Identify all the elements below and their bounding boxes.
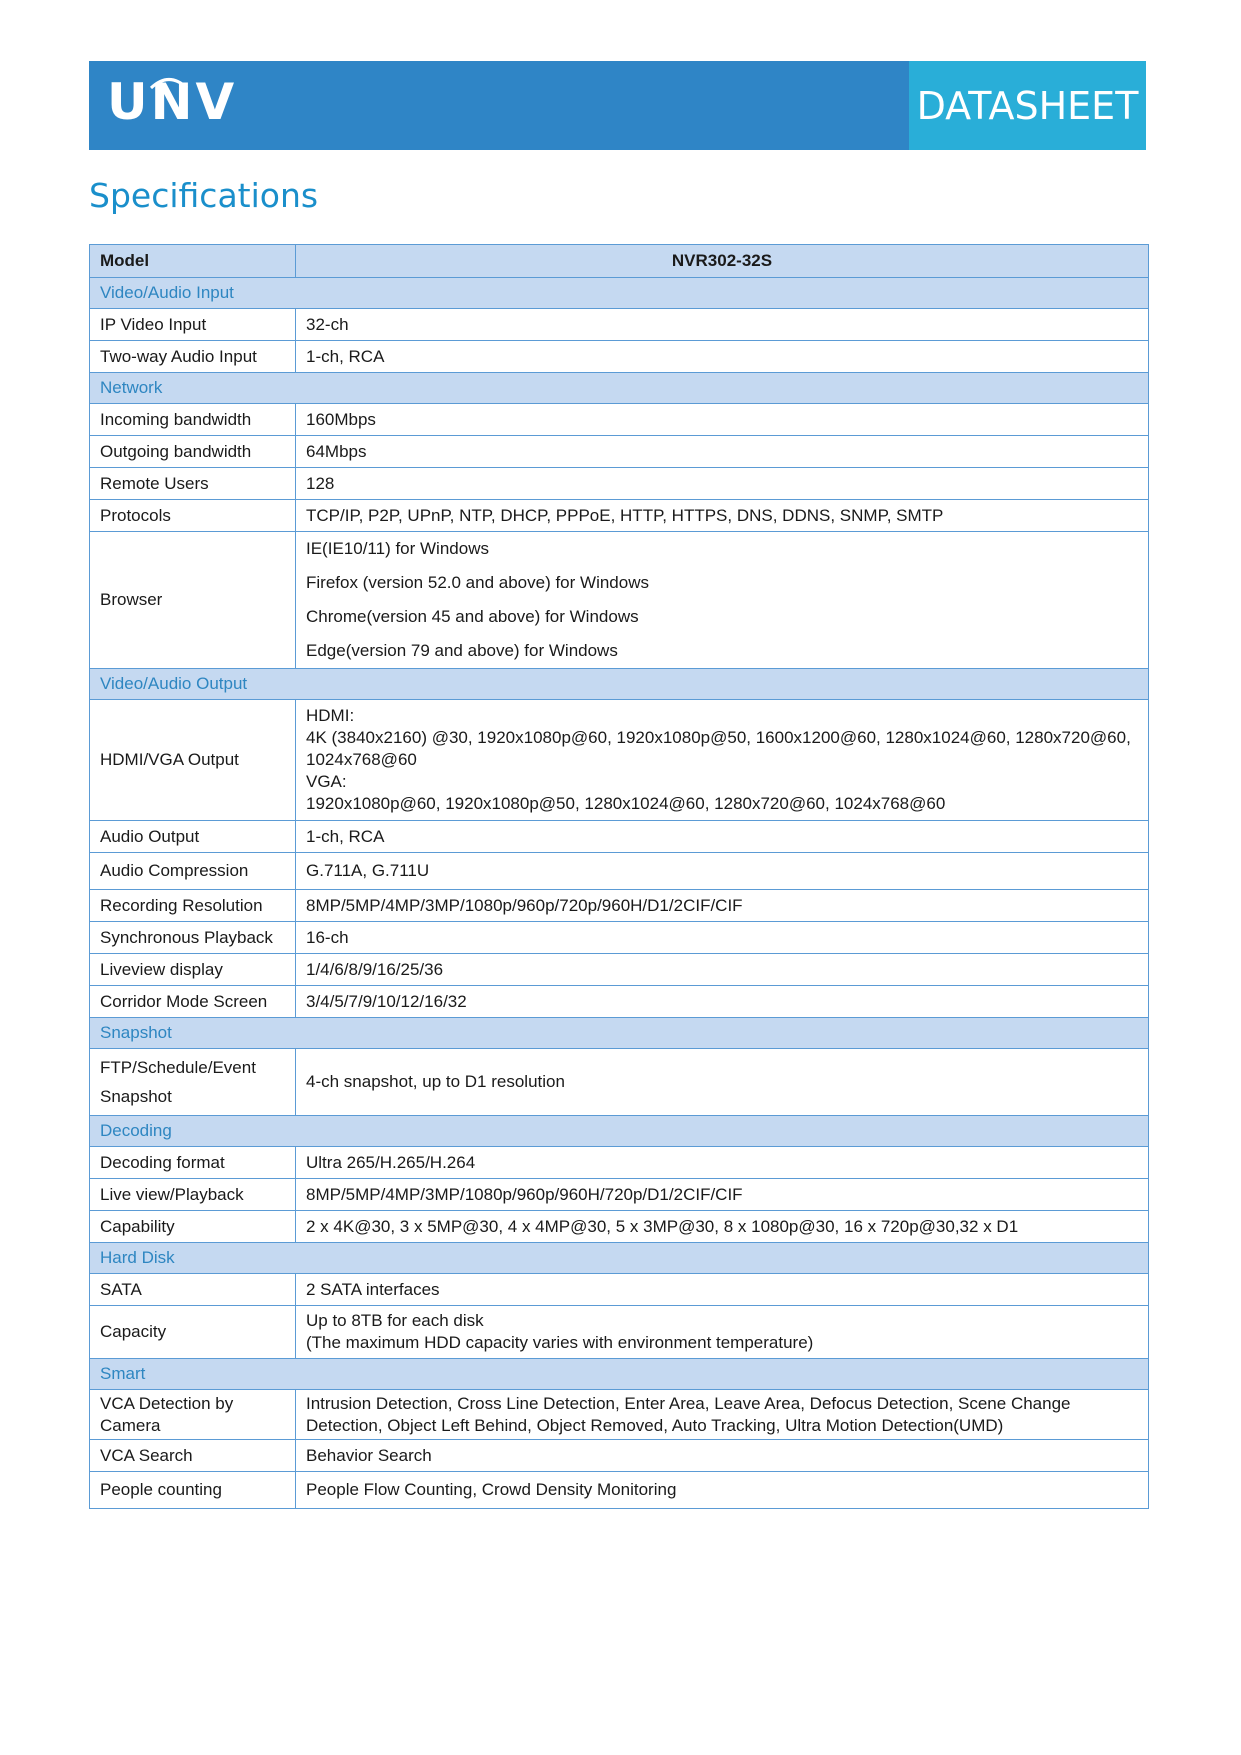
value-line: 2 SATA interfaces bbox=[306, 1279, 440, 1299]
value-line: Firefox (version 52.0 and above) for Windows bbox=[306, 573, 649, 592]
brand-area bbox=[89, 61, 909, 150]
row-label: Decoding format bbox=[90, 1147, 296, 1179]
table-row bbox=[90, 1147, 1149, 1179]
row-label: Remote Users bbox=[90, 468, 296, 500]
row-label: SATA bbox=[90, 1274, 296, 1306]
row-value bbox=[296, 1472, 1149, 1509]
table-row bbox=[90, 1179, 1149, 1211]
row-label: IP Video Input bbox=[90, 309, 296, 341]
model-label: Model bbox=[90, 245, 296, 278]
datasheet-tag: DATASHEET bbox=[909, 61, 1146, 150]
section-row bbox=[90, 1018, 1149, 1049]
value-line: TCP/IP, P2P, UPnP, NTP, DHCP, PPPoE, HTTP, HTTPS, DNS, DDNS, SNMP, SMTP bbox=[306, 505, 944, 525]
row-value bbox=[296, 404, 1149, 436]
row-label: Two-way Audio Input bbox=[90, 341, 296, 373]
value-line: 160Mbps bbox=[306, 409, 376, 429]
table-row bbox=[90, 986, 1149, 1018]
table-row bbox=[90, 1211, 1149, 1243]
row-label: Liveview display bbox=[90, 954, 296, 986]
row-label: Recording Resolution bbox=[90, 890, 296, 922]
value-line: 128 bbox=[306, 473, 335, 493]
row-label: Browser bbox=[90, 532, 296, 669]
value-line: 8MP/5MP/4MP/3MP/1080p/960p/720p/960H/D1/2CIF/CIF bbox=[306, 895, 743, 915]
row-label: Synchronous Playback bbox=[90, 922, 296, 954]
row-value bbox=[296, 1211, 1149, 1243]
value-line: 4-ch snapshot, up to D1 resolution bbox=[306, 1072, 565, 1091]
header-banner bbox=[89, 61, 1146, 150]
section-row bbox=[90, 1243, 1149, 1274]
value-line: IE(IE10/11) for Windows bbox=[306, 539, 489, 558]
page-title: Specifications bbox=[89, 176, 319, 215]
row-value bbox=[296, 954, 1149, 986]
row-value bbox=[296, 436, 1149, 468]
model-value: NVR302-32S bbox=[296, 245, 1149, 278]
section-row bbox=[90, 1116, 1149, 1147]
table-row bbox=[90, 1306, 1149, 1359]
row-value bbox=[296, 309, 1149, 341]
table-row bbox=[90, 821, 1149, 853]
row-value bbox=[296, 341, 1149, 373]
value-line: G.711A, G.711U bbox=[306, 861, 430, 880]
row-value bbox=[296, 922, 1149, 954]
row-label: Incoming bandwidth bbox=[90, 404, 296, 436]
row-label: Corridor Mode Screen bbox=[90, 986, 296, 1018]
table-row bbox=[90, 890, 1149, 922]
row-value bbox=[296, 1179, 1149, 1211]
table-header-row bbox=[90, 245, 1149, 278]
row-label: HDMI/VGA Output bbox=[90, 700, 296, 821]
table-row bbox=[90, 1049, 1149, 1116]
row-label: Live view/Playback bbox=[90, 1179, 296, 1211]
table-row bbox=[90, 341, 1149, 373]
row-value bbox=[296, 986, 1149, 1018]
value-line: 3/4/5/7/9/10/12/16/32 bbox=[306, 991, 467, 1011]
row-label: VCA Search bbox=[90, 1440, 296, 1472]
row-value bbox=[296, 1306, 1149, 1359]
table-row bbox=[90, 1390, 1149, 1440]
value-line: Intrusion Detection, Cross Line Detection, Enter Area, Leave Area, Defocus Detection, Scene Change Detection, Object Left Behind, Object Removed, Auto Tracking, Ultra Motion Detection(UMD) bbox=[306, 1393, 1071, 1435]
section-title: Hard Disk bbox=[90, 1243, 1149, 1274]
section-row bbox=[90, 669, 1149, 700]
value-line: HDMI: bbox=[306, 706, 355, 725]
row-value bbox=[296, 1390, 1149, 1440]
value-line: 1-ch, RCA bbox=[306, 826, 385, 846]
value-line: VGA: bbox=[306, 772, 347, 791]
row-value bbox=[296, 1049, 1149, 1116]
table-row bbox=[90, 1440, 1149, 1472]
row-label: VCA Detection by Camera bbox=[90, 1390, 296, 1440]
value-line: Behavior Search bbox=[306, 1445, 432, 1465]
row-value bbox=[296, 500, 1149, 532]
table-row bbox=[90, 853, 1149, 890]
row-label: Capability bbox=[90, 1211, 296, 1243]
table-row bbox=[90, 1472, 1149, 1509]
value-line: Chrome(version 45 and above) for Windows bbox=[306, 607, 639, 626]
value-line: 1920x1080p@60, 1920x1080p@50, 1280x1024@60, 1280x720@60, 1024x768@60 bbox=[306, 794, 946, 813]
value-line: 1/4/6/8/9/16/25/36 bbox=[306, 959, 444, 979]
section-row bbox=[90, 373, 1149, 404]
table-row bbox=[90, 1274, 1149, 1306]
section-title: Snapshot bbox=[90, 1018, 1149, 1049]
table-row bbox=[90, 436, 1149, 468]
row-label: Outgoing bandwidth bbox=[90, 436, 296, 468]
row-value bbox=[296, 468, 1149, 500]
value-line: People Flow Counting, Crowd Density Monitoring bbox=[306, 1480, 677, 1499]
row-value bbox=[296, 700, 1149, 821]
row-label: People counting bbox=[90, 1472, 296, 1509]
row-value bbox=[296, 853, 1149, 890]
table-row bbox=[90, 700, 1149, 821]
table-row bbox=[90, 500, 1149, 532]
value-line: 8MP/5MP/4MP/3MP/1080p/960p/960H/720p/D1/2CIF/CIF bbox=[306, 1184, 743, 1204]
section-title: Video/Audio Output bbox=[90, 669, 1149, 700]
section-title: Smart bbox=[90, 1359, 1149, 1390]
table-row bbox=[90, 954, 1149, 986]
table-row bbox=[90, 532, 1149, 669]
table-row bbox=[90, 468, 1149, 500]
row-value bbox=[296, 821, 1149, 853]
row-value bbox=[296, 532, 1149, 669]
row-label: Audio Output bbox=[90, 821, 296, 853]
row-label: Capacity bbox=[90, 1306, 296, 1359]
value-line: 4K (3840x2160) @30, 1920x1080p@60, 1920x1080p@50, 1600x1200@60, 1280x1024@60, 1280x720@60, 1024x768@60 bbox=[306, 728, 1131, 769]
row-label: Protocols bbox=[90, 500, 296, 532]
value-line: Edge(version 79 and above) for Windows bbox=[306, 641, 618, 660]
section-row bbox=[90, 278, 1149, 309]
section-title: Video/Audio Input bbox=[90, 278, 1149, 309]
value-line: Ultra 265/H.265/H.264 bbox=[306, 1152, 476, 1172]
section-title: Network bbox=[90, 373, 1149, 404]
value-line: 32-ch bbox=[306, 314, 349, 334]
brand-logo: UNV bbox=[107, 73, 238, 131]
value-line: (The maximum HDD capacity varies with environment temperature) bbox=[306, 1333, 814, 1352]
table-row bbox=[90, 922, 1149, 954]
table-row bbox=[90, 404, 1149, 436]
row-label: Audio Compression bbox=[90, 853, 296, 890]
row-value bbox=[296, 1440, 1149, 1472]
value-line: 2 x 4K@30, 3 x 5MP@30, 4 x 4MP@30, 5 x 3MP@30, 8 x 1080p@30, 16 x 720p@30,32 x D1 bbox=[306, 1216, 1019, 1236]
value-line: 16-ch bbox=[306, 927, 349, 947]
row-value bbox=[296, 890, 1149, 922]
value-line: 1-ch, RCA bbox=[306, 346, 385, 366]
section-row bbox=[90, 1359, 1149, 1390]
table-row bbox=[90, 309, 1149, 341]
section-title: Decoding bbox=[90, 1116, 1149, 1147]
value-line: 64Mbps bbox=[306, 441, 367, 461]
row-value bbox=[296, 1274, 1149, 1306]
spec-table bbox=[89, 244, 1149, 1509]
value-line: Up to 8TB for each disk bbox=[306, 1311, 484, 1330]
row-value bbox=[296, 1147, 1149, 1179]
row-label: FTP/Schedule/Event Snapshot bbox=[90, 1049, 296, 1116]
